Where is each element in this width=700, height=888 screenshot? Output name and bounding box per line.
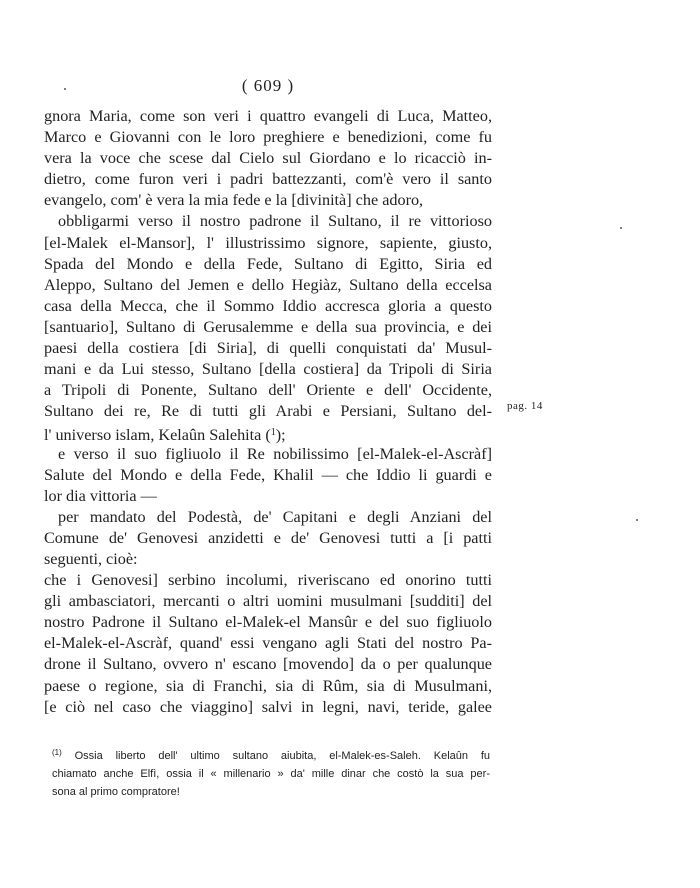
text-line: lor dia vittoria — <box>44 486 157 505</box>
text-line: per mandato del Podestà, de' Capitani e degli Anziani del <box>58 507 492 526</box>
text-line: a Tripoli di Ponente, Sultano dell' Oriente e dell' Occidente, <box>44 381 492 400</box>
footnote-ref: 1 <box>270 427 276 439</box>
text-line: seguenti, cioè: <box>44 549 138 568</box>
text-line: [el-Malek el-Mansor], l' illustrissimo signore, sapiente, giusto, <box>44 233 492 252</box>
footnote <box>52 744 490 802</box>
text-line: paesi della costiera [di Siria], di quelli conquistati da' Musul- <box>44 339 492 358</box>
text-line: evangelo, com' è vera la mia fede e la [divinità] che adoro, <box>44 191 424 210</box>
text-line: Salute del Mondo e della Fede, Khalil — che Iddio li guardi e <box>44 465 492 484</box>
footnote-mark: (1) <box>52 748 62 757</box>
text-line: drone il Sultano, ovvero n' escano [movendo] da o per qualunque <box>44 655 492 674</box>
text-line: el-Malek-el-Ascràf, quand' essi vengano agli Stati del nostro Pa- <box>44 634 492 653</box>
text-line-with-note <box>44 422 492 443</box>
footnote-line: sona al primo compratore! <box>52 786 180 799</box>
text-line: paese o regione, sia di Franchi, sia di Rûm, sia di Musulmani, <box>44 676 492 695</box>
body-text <box>44 106 492 718</box>
text-line: dietro, come furon veri i padri battezzanti, com'è vero il santo <box>44 170 492 189</box>
text-line: casa della Mecca, che il Sommo Iddio accresca gloria a questo <box>44 296 492 315</box>
text-line: e verso il suo figliuolo il Re nobilissimo [el-Malek-el-Ascràf] <box>58 444 492 463</box>
text-line: vera la voce che scese dal Cielo sul Giordano e lo ricacciò in- <box>44 149 492 168</box>
footnote-line <box>52 744 490 765</box>
scan-speck <box>64 88 66 90</box>
text-line: Sultano dei re, Re di tutti gli Arabi e Persiani, Sultano del- <box>44 402 492 421</box>
text-line: l' universo islam, Kelaûn Salehita ( <box>44 426 271 445</box>
text-line: [santuario], Sultano di Gerusalemme e della sua provincia, e dei <box>44 317 492 336</box>
text-line: Marco e Giovanni con le loro preghiere e benedizioni, come fu <box>44 128 492 147</box>
text-line: Aleppo, Sultano del Jemen e dello Hegiàz, Sultano della eccelsa <box>44 275 492 294</box>
text-line: [e ciò nel caso che viaggino] salvi in legni, navi, teride, galee <box>44 697 492 716</box>
footnote-line: chiamato anche Elfì, ossia il « millenario » da' mille dinar che costò la sua per- <box>52 768 490 781</box>
text-line: obbligarmi verso il nostro padrone il Sultano, il re vittorioso <box>58 212 492 231</box>
text-line: gnora Maria, come son veri i quattro evangeli di Luca, Matteo, <box>44 107 492 125</box>
text-line: Spada del Mondo e della Fede, Sultano di Egitto, Siria ed <box>44 254 492 273</box>
scan-speck <box>636 519 638 521</box>
page-number: ( 609 ) <box>241 76 295 95</box>
text-line: gli ambasciatori, mercanti o altri uomini musulmani [sudditi] del <box>44 592 492 611</box>
text-line: Comune de' Genovesi anzidetti e de' Genovesi tutti a [i patti <box>44 528 492 547</box>
text-line: mani e da Lui stesso, Sultano [della costiera] da Tripoli di Siria <box>44 360 492 379</box>
text-line-end: ); <box>275 426 286 445</box>
scan-speck <box>620 227 622 229</box>
footnote-text: Ossia liberto dell' ultimo sultano aiubita, el-Malek-es-Saleh. Kelaûn fu <box>74 750 490 762</box>
text-line: che i Genovesi] serbino incolumi, riveriscano ed onorino tutti <box>44 571 492 590</box>
text-line: nostro Padrone il Sultano el-Malek-el Mansûr e del suo figliuolo <box>44 613 492 632</box>
margin-note: pag. 14 <box>507 400 543 412</box>
